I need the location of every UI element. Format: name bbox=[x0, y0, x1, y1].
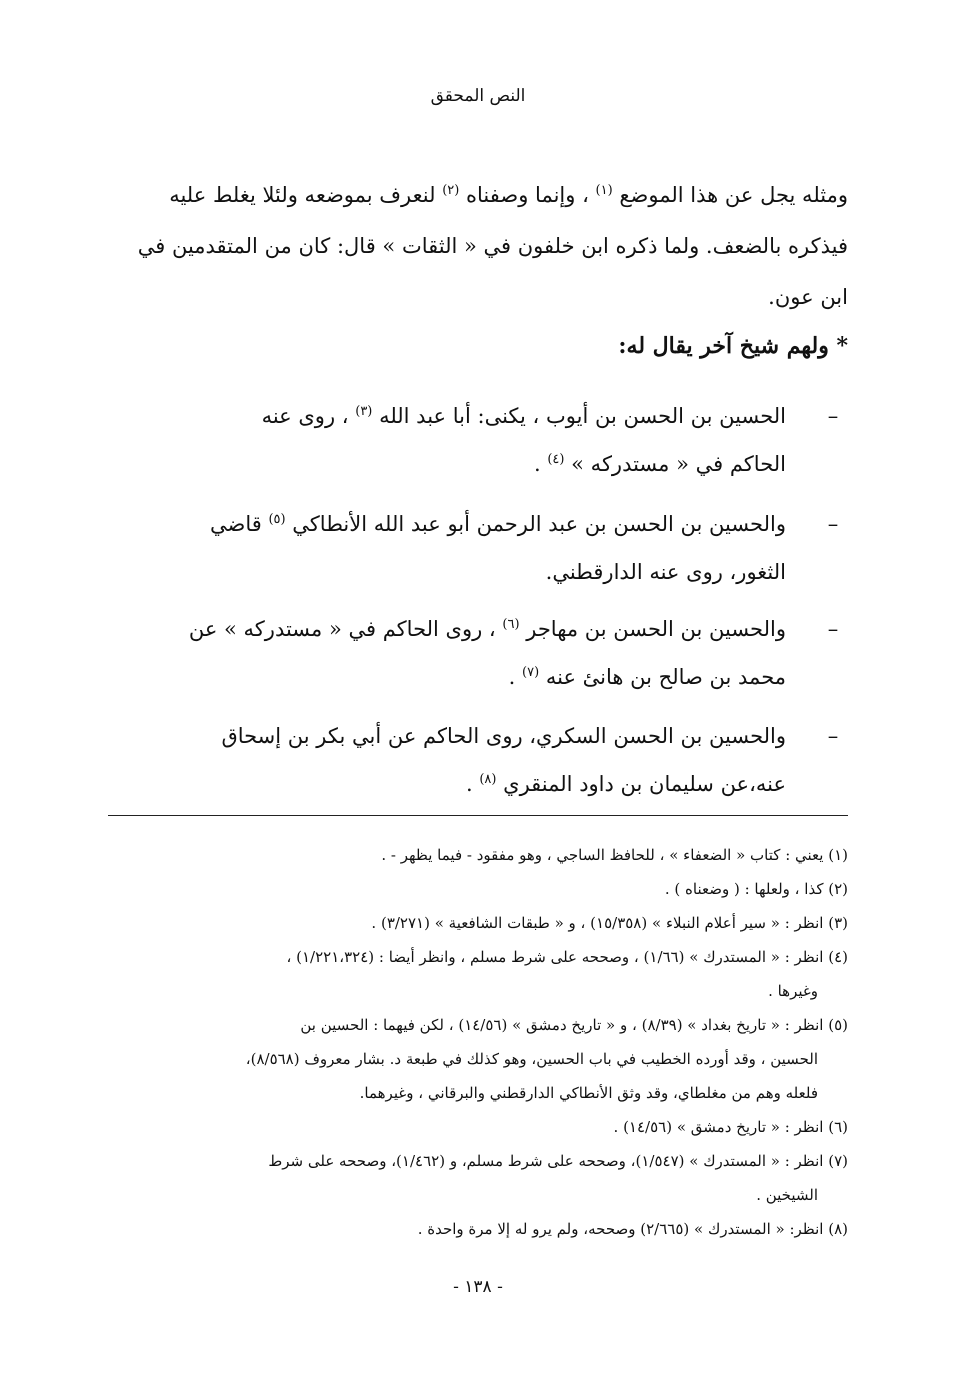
footnote-line: الحسين ، وقد أورده الخطيب في باب الحسين، وهو كذلك في طبعة د. بشار معروف (٨/٥٦٨)، bbox=[245, 1050, 818, 1068]
footnote-6: (٦) انظر : « تاريخ دمشق » (١٤/٥٦) . bbox=[613, 1118, 848, 1136]
entry-item: – والحسين بن الحسن بن عبد الرحمن أبو عبد الله الأنطاكي $^{(٥)}$ قاضي الثغور، روى عنه الدارقطني. bbox=[78, 500, 848, 596]
footnote-5: (٥) انظر : « تاريخ بغداد » (٨/٣٩) ، و « تاريخ دمشق » (١٤/٥٦) ، لكن فيهما : الحسين بن الحسين ، وقد أورده الخطيب في باب الحسين، وهو كذلك في طبعة د. بشار معروف (٨/٥٦٨)، فلعله وهم من مغلطاي، وقد وثق الأنطاكي الدارقطني والبرقاني ، وغيرهما. bbox=[78, 1008, 848, 1110]
footnote-ref[interactable]: (٦) bbox=[502, 617, 520, 632]
intro-paragraph bbox=[78, 170, 848, 323]
footnote-ref[interactable]: (١) bbox=[595, 183, 613, 198]
entry-item: – الحسين بن الحسن بن أيوب ، يكنى: أبا عبد الله $^{(٣)}$ ، روى عنه الحاكم في « مستدركه » $^{(٤)}$ . bbox=[78, 392, 848, 488]
entry-item: – والحسين بن الحسن بن مهاجر $^{(٦)}$ ، روى الحاكم في « مستدركه » عن محمد بن صالح بن هانئ عنه $^{(٧)}$ . bbox=[78, 605, 848, 701]
footnote-3: (٣) انظر : « سير أعلام النبلاء » (١٥/٣٥٨) ، و « طبقات الشافعية » (٣/٢٧١) . bbox=[371, 914, 848, 932]
list-dash: – bbox=[827, 724, 839, 748]
footnote-ref[interactable]: (٢) bbox=[442, 183, 460, 198]
intro-line-3: ابن عون. bbox=[768, 285, 848, 309]
footnote-ref[interactable]: (٧) bbox=[522, 665, 540, 680]
running-head: النص المحقق bbox=[430, 86, 526, 106]
footnote-1: (١) يعني : كتاب « الضعفاء » ، للحافظ الساجي ، وهو مفقود - فيما يظهر - . bbox=[381, 846, 848, 864]
footnote-2: (٢) كذا ، ولعلها : ( وضعناه ) . bbox=[664, 880, 848, 898]
footnote-ref[interactable]: (٨) bbox=[479, 772, 497, 787]
footnote-ref[interactable]: (٥) bbox=[268, 512, 286, 527]
footnotes-block bbox=[78, 838, 848, 1246]
footnote-divider bbox=[108, 815, 848, 816]
page-number: - ١٣٨ - bbox=[453, 1277, 503, 1297]
section-heading: * ولهم شيخ آخر يقال له: bbox=[618, 333, 848, 359]
footnote-ref[interactable]: (٤) bbox=[547, 452, 565, 467]
footnote-7: (٧) انظر : « المستدرك » (١/٥٤٧)، وصححه على شرط مسلم، و (١/٤٦٢)، وصححه على شرط الشيخين . bbox=[268, 1152, 848, 1204]
footnote-5-continuation bbox=[78, 1042, 818, 1110]
list-dash: – bbox=[827, 404, 839, 428]
list-dash: – bbox=[827, 617, 839, 641]
intro-line-1: ومثله يجل عن هذا الموضع $^{(١)}$ ، وإنما وصفناه $^{(٢)}$ لنعرف بموضعه ولئلا يغلط عليه bbox=[169, 183, 848, 207]
footnote-4: (٤) انظر : « المستدرك » (١/٦٦) ، وصححه على شرط مسلم ، وانظر أيضا : (١/٢٢١،٣٢٤) ، وغيرها . bbox=[286, 948, 848, 1000]
intro-line-2: فيذكره بالضعف. ولما ذكره ابن خلفون في « الثقات » قال: كان من المتقدمين في bbox=[137, 234, 848, 258]
footnote-ref[interactable]: (٣) bbox=[355, 404, 373, 419]
footnote-8: (٨) انظر: « المستدرك » (٢/٦٦٥) وصححه، ولم يرو له إلا مرة واحدة . bbox=[417, 1220, 848, 1238]
footnote-line: فلعله وهم من مغلطاي، وقد وثق الأنطاكي الدارقطني والبرقاني ، وغيرهما. bbox=[359, 1084, 818, 1102]
entry-item: – والحسين بن الحسن السكري، روى الحاكم عن أبي بكر بن إسحاق عنه،عن سليمان بن داود المنقري $^{(٨)}$ . bbox=[78, 712, 848, 808]
list-dash: – bbox=[827, 512, 839, 536]
